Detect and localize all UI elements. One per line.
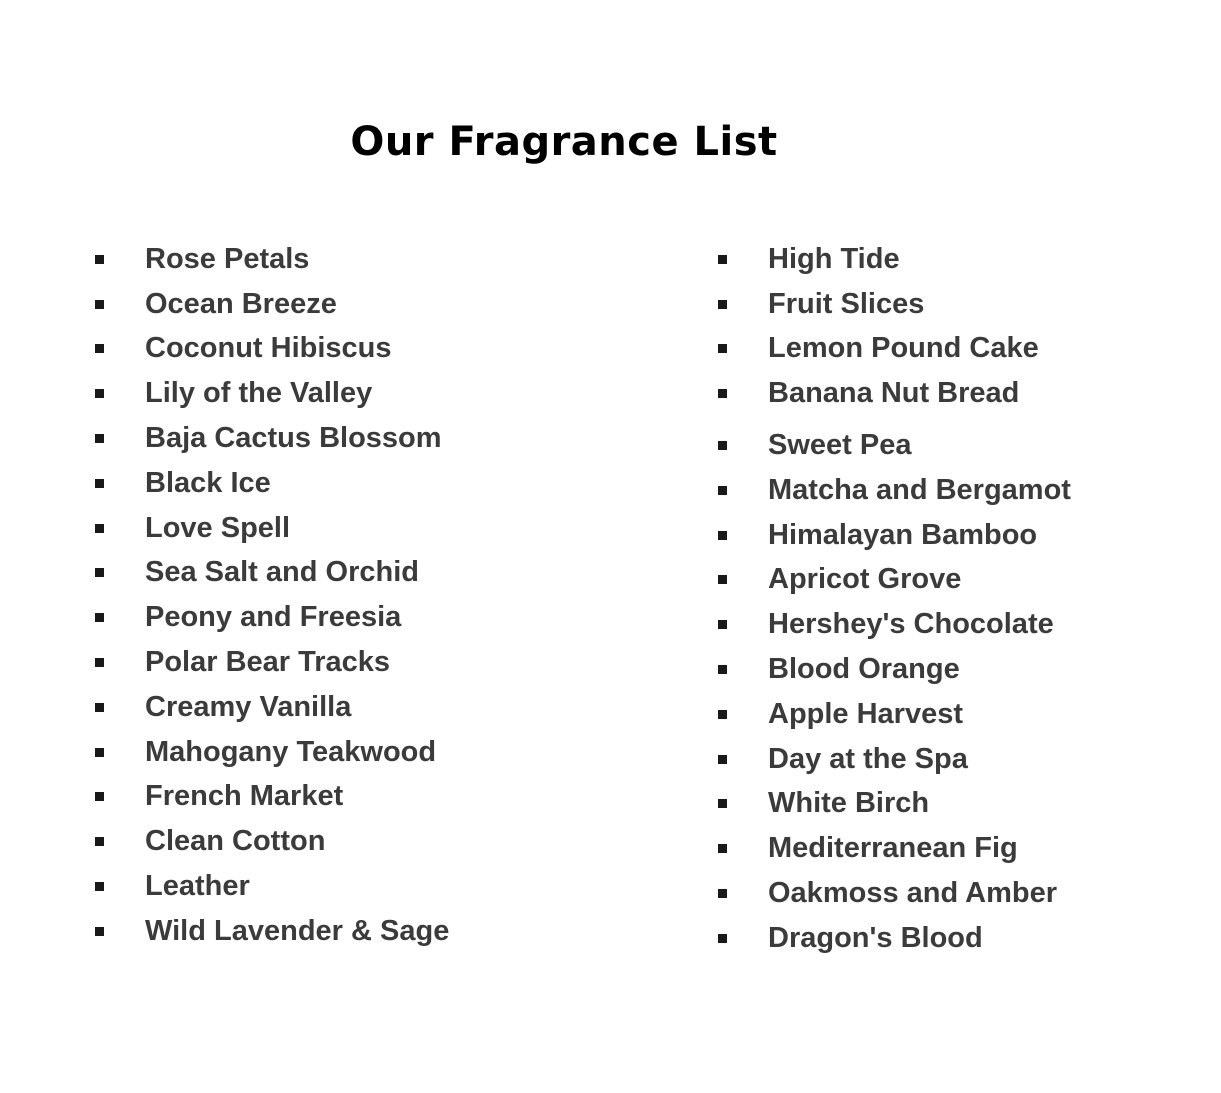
list-item — [718, 423, 1221, 468]
square-bullet-icon — [95, 479, 104, 488]
square-bullet-icon — [95, 748, 104, 757]
list-item — [718, 782, 1221, 827]
fragrance-name: Sea Salt and Orchid — [145, 556, 419, 589]
square-bullet-icon — [718, 934, 727, 943]
list-item — [95, 775, 718, 820]
square-bullet-icon — [95, 613, 104, 622]
list-item — [95, 864, 718, 909]
fragrance-name: Lily of the Valley — [145, 377, 373, 410]
square-bullet-icon — [95, 434, 104, 443]
list-item — [718, 371, 1221, 416]
square-bullet-icon — [718, 799, 727, 808]
list-item — [718, 916, 1221, 961]
fragrance-name: Matcha and Bergamot — [768, 473, 1071, 506]
list-item — [718, 692, 1221, 737]
square-bullet-icon — [718, 389, 727, 398]
fragrance-name: Oakmoss and Amber — [768, 877, 1058, 910]
fragrance-name: Apricot Grove — [768, 563, 962, 596]
fragrance-name: Banana Nut Bread — [768, 377, 1020, 410]
list-item — [718, 282, 1221, 327]
list-item — [95, 461, 718, 506]
fragrance-name: Mediterranean Fig — [768, 832, 1018, 865]
fragrance-name: Fruit Slices — [768, 287, 925, 320]
fragrance-name: Creamy Vanilla — [145, 690, 352, 723]
square-bullet-icon — [718, 665, 727, 674]
fragrance-name: Rose Petals — [145, 242, 310, 275]
square-bullet-icon — [718, 255, 727, 264]
square-bullet-icon — [718, 844, 727, 853]
list-item — [95, 506, 718, 551]
list-item — [718, 558, 1221, 603]
square-bullet-icon — [95, 344, 104, 353]
fragrance-name: Mahogany Teakwood — [145, 735, 437, 768]
fragrance-list-right — [718, 237, 1221, 961]
square-bullet-icon — [95, 524, 104, 533]
list-item — [718, 871, 1221, 916]
square-bullet-icon — [718, 344, 727, 353]
list-item — [718, 237, 1221, 282]
fragrance-name: Peony and Freesia — [145, 601, 402, 634]
list-item — [95, 595, 718, 640]
square-bullet-icon — [95, 389, 104, 398]
fragrance-name: Ocean Breeze — [145, 287, 337, 320]
page-title: Our Fragrance List — [350, 119, 778, 165]
fragrance-name: Black Ice — [145, 466, 271, 499]
list-item — [718, 647, 1221, 692]
list-item — [95, 909, 718, 954]
list-item — [718, 826, 1221, 871]
fragrance-name: French Market — [145, 780, 344, 813]
fragrance-name: High Tide — [768, 242, 900, 275]
square-bullet-icon — [718, 441, 727, 450]
square-bullet-icon — [95, 703, 104, 712]
list-item — [718, 737, 1221, 782]
square-bullet-icon — [95, 927, 104, 936]
list-item — [718, 513, 1221, 558]
square-bullet-icon — [95, 792, 104, 801]
square-bullet-icon — [718, 889, 727, 898]
square-bullet-icon — [718, 755, 727, 764]
list-item — [95, 371, 718, 416]
fragrance-name: Day at the Spa — [768, 742, 968, 775]
fragrance-name: Sweet Pea — [768, 429, 912, 462]
square-bullet-icon — [718, 710, 727, 719]
square-bullet-icon — [718, 620, 727, 629]
fragrance-name: Baja Cactus Blossom — [145, 422, 442, 455]
square-bullet-icon — [95, 300, 104, 309]
square-bullet-icon — [718, 486, 727, 495]
fragrance-name: Hershey's Chocolate — [768, 608, 1054, 641]
square-bullet-icon — [718, 531, 727, 540]
list-item — [95, 640, 718, 685]
list-item — [95, 819, 718, 864]
fragrance-name: Blood Orange — [768, 653, 960, 686]
square-bullet-icon — [718, 575, 727, 584]
list-item — [718, 468, 1221, 513]
list-item — [95, 282, 718, 327]
fragrance-list-left — [95, 237, 718, 961]
square-bullet-icon — [95, 658, 104, 667]
list-item — [95, 551, 718, 596]
fragrance-name: Coconut Hibiscus — [145, 332, 392, 365]
fragrance-name: Lemon Pound Cake — [768, 332, 1039, 365]
fragrance-name: Polar Bear Tracks — [145, 646, 391, 679]
square-bullet-icon — [718, 300, 727, 309]
fragrance-name: Clean Cotton — [145, 825, 326, 858]
list-item — [718, 602, 1221, 647]
list-item — [95, 685, 718, 730]
fragrance-name: White Birch — [768, 787, 930, 820]
fragrance-name: Wild Lavender & Sage — [145, 914, 450, 947]
list-item — [718, 327, 1221, 372]
fragrance-name: Apple Harvest — [768, 697, 964, 730]
fragrance-name: Dragon's Blood — [768, 921, 983, 954]
title-container — [0, 118, 1128, 166]
fragrance-name: Leather — [145, 870, 250, 903]
square-bullet-icon — [95, 255, 104, 264]
list-item — [95, 416, 718, 461]
fragrance-name: Himalayan Bamboo — [768, 518, 1038, 551]
list-item — [95, 237, 718, 282]
square-bullet-icon — [95, 568, 104, 577]
fragrance-columns — [0, 237, 1221, 961]
list-item — [95, 327, 718, 372]
fragrance-name: Love Spell — [145, 511, 291, 544]
square-bullet-icon — [95, 882, 104, 891]
square-bullet-icon — [95, 837, 104, 846]
list-item — [95, 730, 718, 775]
